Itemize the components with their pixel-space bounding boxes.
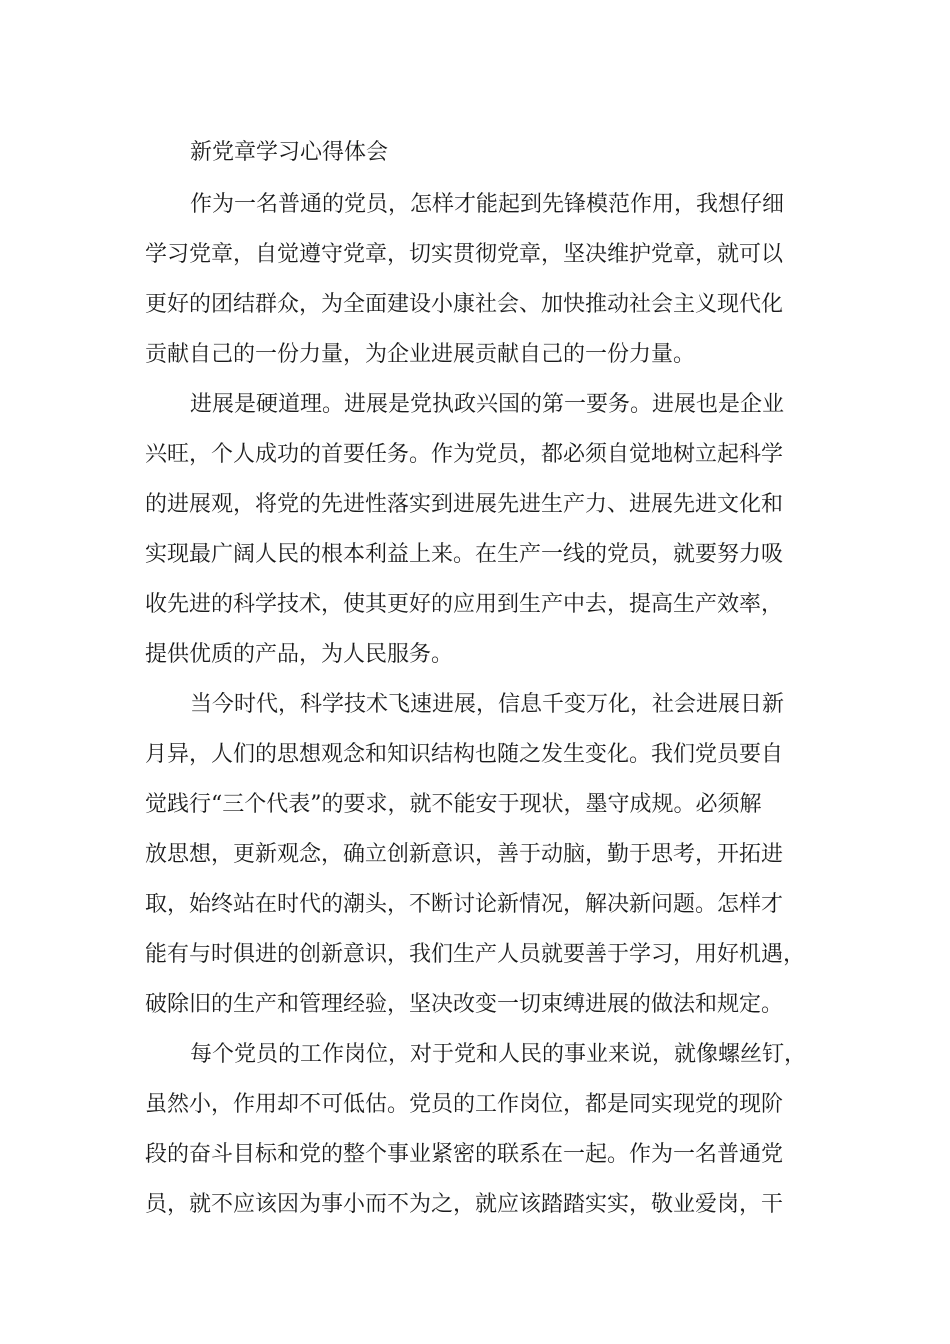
text-line: 的进展观，将党的先进性落实到进展先进生产力、进展先进文化和 — [145, 492, 784, 517]
text-line: 能有与时俱进的创新意识，我们生产人员就要善于学习，用好机遇， — [145, 942, 806, 967]
text-line: 月异，人们的思想观念和知识结构也随之发生变化。我们党员要自 — [145, 742, 784, 767]
text-line: 当今时代，科学技术飞速进展，信息千变万化，社会进展日新 — [190, 692, 785, 717]
text-line: 每个党员的工作岗位，对于党和人民的事业来说，就像螺丝钉， — [190, 1042, 807, 1067]
text-line: 取，始终站在时代的潮头，不断讨论新情况，解决新问题。怎样才 — [145, 892, 784, 917]
text-line: 贡献自己的一份力量，为企业进展贡献自己的一份力量。 — [145, 342, 696, 367]
text-line: 实现最广阔人民的根本利益上来。在生产一线的党员，就要努力吸 — [145, 542, 784, 567]
text-line: 段的奋斗目标和党的整个事业紧密的联系在一起。作为一名普通党 — [145, 1142, 784, 1167]
document-title: 新党章学习心得体会 — [190, 140, 389, 165]
text-line: 放思想，更新观念，确立创新意识，善于动脑，勤于思考，开拓进 — [145, 842, 784, 867]
text-line: 作为一名普通的党员，怎样才能起到先锋模范作用，我想仔细 — [190, 192, 785, 217]
text-line: 员，就不应该因为事小而不为之，就应该踏踏实实，敬业爱岗，干 — [145, 1192, 784, 1217]
text-line: 觉践行“三个代表”的要求，就不能安于现状，墨守成规。必须解 — [145, 792, 762, 817]
text-line: 学习党章，自觉遵守党章，切实贯彻党章，坚决维护党章，就可以 — [145, 242, 784, 267]
text-line: 更好的团结群众，为全面建设小康社会、加快推动社会主义现代化 — [145, 292, 784, 317]
text-line: 破除旧的生产和管理经验，坚决改变一切束缚进展的做法和规定。 — [145, 992, 784, 1017]
text-line: 收先进的科学技术，使其更好的应用到生产中去，提高生产效率， — [145, 592, 784, 617]
document-body — [145, 180, 825, 1230]
text-line: 兴旺，个人成功的首要任务。作为党员，都必须自觉地树立起科学 — [145, 442, 784, 467]
text-line: 进展是硬道理。进展是党执政兴国的第一要务。进展也是企业 — [190, 392, 785, 417]
text-line: 提供优质的产品，为人民服务。 — [145, 642, 454, 667]
text-line: 虽然小，作用却不可低估。党员的工作岗位，都是同实现党的现阶 — [145, 1092, 784, 1117]
